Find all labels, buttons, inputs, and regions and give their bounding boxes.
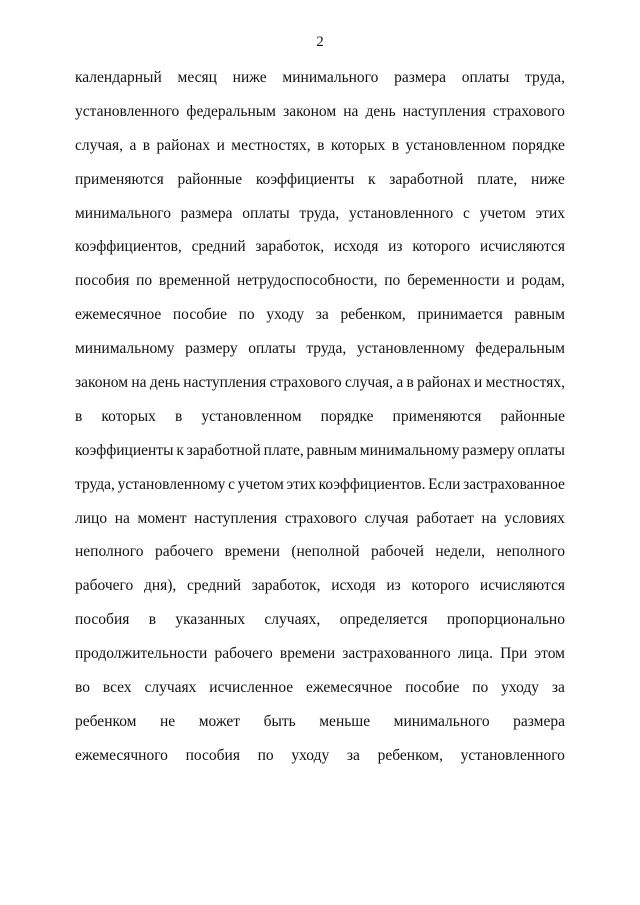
word: этом xyxy=(534,645,565,663)
word: неполного xyxy=(496,543,565,561)
word: уходу xyxy=(291,746,330,764)
word: плате, xyxy=(263,441,304,459)
word: нетрудоспособности, xyxy=(236,272,378,290)
word: а xyxy=(396,374,404,392)
word: случаях, xyxy=(264,611,321,629)
word: за xyxy=(551,679,565,697)
word: в xyxy=(75,407,83,425)
word: пособие xyxy=(405,679,460,697)
word: минимальному xyxy=(75,340,175,358)
word: исходя xyxy=(333,238,379,256)
word: и xyxy=(506,272,515,290)
word: ежемесячное xyxy=(75,306,162,324)
word: исходя xyxy=(331,577,376,595)
text-line xyxy=(75,441,565,475)
word: исчисляются xyxy=(479,577,565,595)
word: лицо xyxy=(75,509,108,527)
word: пособия xyxy=(185,746,240,764)
word: по xyxy=(136,272,153,290)
word: и xyxy=(474,374,483,392)
body-text xyxy=(75,68,565,780)
word: в xyxy=(391,136,400,154)
word: ниже xyxy=(530,170,565,188)
word: пособия xyxy=(75,272,130,290)
text-line xyxy=(75,678,565,712)
word: коэффициентов. xyxy=(318,475,426,493)
word: которого xyxy=(412,238,471,256)
word: с xyxy=(462,204,470,222)
word: родам, xyxy=(521,272,565,290)
word: в xyxy=(142,136,151,154)
text-line xyxy=(75,407,565,441)
word: месяц xyxy=(177,69,217,86)
word: местностях, xyxy=(231,136,311,154)
word: беременности xyxy=(407,272,500,290)
word: по xyxy=(384,272,401,290)
word: страхового xyxy=(492,102,565,120)
text-line xyxy=(75,170,565,204)
word: минимального xyxy=(282,69,379,86)
word: труда, xyxy=(306,340,347,358)
word: ребенком xyxy=(75,712,137,730)
word: застрахованного xyxy=(342,645,451,663)
word: в xyxy=(175,407,183,425)
word: применяются xyxy=(75,170,164,188)
word: исчисляются xyxy=(479,238,565,256)
text-line xyxy=(75,237,565,271)
word: ежемесячного xyxy=(75,746,168,764)
word: коэффициенты xyxy=(75,441,174,459)
word: размера xyxy=(513,712,565,730)
word: рабочего xyxy=(75,577,134,595)
word: федеральным xyxy=(475,340,565,358)
word: районах xyxy=(417,374,471,392)
word: уходу xyxy=(501,679,540,697)
word: размера xyxy=(180,204,233,222)
word: Если xyxy=(428,475,461,493)
word: временной xyxy=(158,272,231,290)
word: средний xyxy=(191,238,246,256)
word: установленному xyxy=(117,475,226,493)
word: наступления xyxy=(194,509,278,527)
word: равным xyxy=(306,441,357,459)
word: пропорционально xyxy=(446,611,565,629)
text-line xyxy=(75,373,565,407)
word: и xyxy=(216,136,225,154)
word: день xyxy=(149,374,180,392)
word: наступления xyxy=(183,374,267,392)
word: во xyxy=(75,679,90,697)
word: продолжительности xyxy=(75,645,208,663)
word: в xyxy=(148,611,157,629)
word: на xyxy=(114,509,130,527)
word: за xyxy=(315,306,329,324)
word: из xyxy=(386,577,401,595)
word: рабочей xyxy=(371,543,424,561)
word: времени xyxy=(224,543,280,561)
word: не xyxy=(160,712,176,730)
word: времени xyxy=(279,645,336,663)
text-line xyxy=(75,475,565,509)
word: неполного xyxy=(75,543,144,561)
word: оплаты xyxy=(461,69,510,86)
word: районные xyxy=(500,407,565,425)
word: работает xyxy=(416,509,474,527)
word: с xyxy=(228,475,235,493)
word: применяются xyxy=(392,407,482,425)
text-line xyxy=(75,204,565,238)
word: к xyxy=(368,170,376,188)
word: из xyxy=(388,238,403,256)
word: которых xyxy=(330,136,386,154)
word: коэффициентов, xyxy=(75,238,182,256)
text-line xyxy=(75,305,565,339)
word: минимальному xyxy=(359,441,460,459)
word: принимается xyxy=(417,306,503,324)
word: заработок, xyxy=(255,238,325,256)
word: которых xyxy=(101,407,156,425)
word: установленного xyxy=(348,204,454,222)
word: установленном xyxy=(405,136,506,154)
word: условиях xyxy=(504,509,565,527)
text-line xyxy=(75,712,565,746)
text-line xyxy=(75,136,565,170)
word: размеру xyxy=(185,340,238,358)
text-line xyxy=(75,339,565,373)
word: оплаты xyxy=(242,204,290,222)
text-line xyxy=(75,271,565,305)
text-line xyxy=(75,610,565,644)
word: рабочего xyxy=(154,543,214,561)
word: в xyxy=(406,374,414,392)
word: всех xyxy=(102,679,132,697)
word: по xyxy=(257,746,274,764)
word: установленном xyxy=(201,407,302,425)
word: на xyxy=(481,509,497,527)
word: а xyxy=(129,136,137,154)
word: федеральным xyxy=(186,102,276,120)
word: указанных xyxy=(175,611,246,629)
word: труда, xyxy=(299,204,340,222)
word: плате, xyxy=(477,170,518,188)
word: за xyxy=(346,746,360,764)
word: установленного xyxy=(460,746,565,764)
text-line xyxy=(75,68,565,102)
word: законом xyxy=(283,102,337,120)
word: исчисленное xyxy=(209,679,294,697)
text-line xyxy=(75,576,565,610)
word: этих xyxy=(535,204,565,222)
word: этих xyxy=(286,475,316,493)
word: меньше xyxy=(319,712,371,730)
word: страхового xyxy=(284,509,357,527)
word: быть xyxy=(263,712,296,730)
word: на xyxy=(131,374,147,392)
text-line xyxy=(75,542,565,576)
word: заработок, xyxy=(251,577,321,595)
word: размеру xyxy=(462,441,515,459)
word: случая xyxy=(364,509,409,527)
word: ежемесячное xyxy=(306,679,393,697)
word: случая, xyxy=(344,374,394,392)
word: которого xyxy=(411,577,470,595)
word: ребенком, xyxy=(340,306,406,324)
word: порядке xyxy=(320,407,374,425)
word: по xyxy=(238,306,255,324)
word: пособия xyxy=(75,611,130,629)
word: заработной xyxy=(186,441,261,459)
word: случаях xyxy=(144,679,197,697)
word: случая, xyxy=(75,136,124,154)
word: труда, xyxy=(525,69,565,86)
word: учетом xyxy=(479,204,526,222)
word: застрахованное xyxy=(463,475,565,493)
word: страхового xyxy=(269,374,342,392)
text-line xyxy=(75,509,565,543)
word: день xyxy=(365,102,396,120)
word: размера xyxy=(394,69,447,86)
word: учетом xyxy=(237,475,284,493)
word: законом xyxy=(75,374,129,392)
word: местностях, xyxy=(485,374,565,392)
word: ребенком, xyxy=(377,746,443,764)
text-line xyxy=(75,746,565,780)
word: равным xyxy=(514,306,565,324)
word: к xyxy=(176,441,184,459)
word: может xyxy=(198,712,241,730)
word: лица. xyxy=(457,645,493,663)
word: пособие xyxy=(172,306,228,324)
word: недели, xyxy=(435,543,485,561)
word: по xyxy=(472,679,489,697)
text-line xyxy=(75,102,565,136)
word: установленного xyxy=(75,102,180,120)
word: уходу xyxy=(266,306,305,324)
word: районные xyxy=(177,170,243,188)
word: минимального xyxy=(75,204,171,222)
word: При xyxy=(500,645,528,663)
word: минимального xyxy=(393,712,490,730)
word: на xyxy=(343,102,359,120)
word: дня), xyxy=(143,577,177,595)
word: порядке xyxy=(512,136,565,154)
word: определяется xyxy=(339,611,428,629)
word: оплаты xyxy=(517,441,565,459)
word: в xyxy=(317,136,325,154)
word: районах xyxy=(156,136,211,154)
word: календарный xyxy=(75,69,162,86)
word: заработной xyxy=(389,170,464,188)
word: средний xyxy=(186,577,242,595)
word: установленному xyxy=(356,340,465,358)
word: наступления xyxy=(402,102,486,120)
word: труда, xyxy=(75,475,115,493)
word: момент xyxy=(137,509,187,527)
word: рабочего xyxy=(214,645,273,663)
word: коэффициенты xyxy=(255,170,355,188)
word: (неполной xyxy=(291,543,360,561)
page-number: 2 xyxy=(316,34,324,50)
word: ниже xyxy=(232,69,267,86)
text-line xyxy=(75,644,565,678)
word: оплаты xyxy=(248,340,296,358)
